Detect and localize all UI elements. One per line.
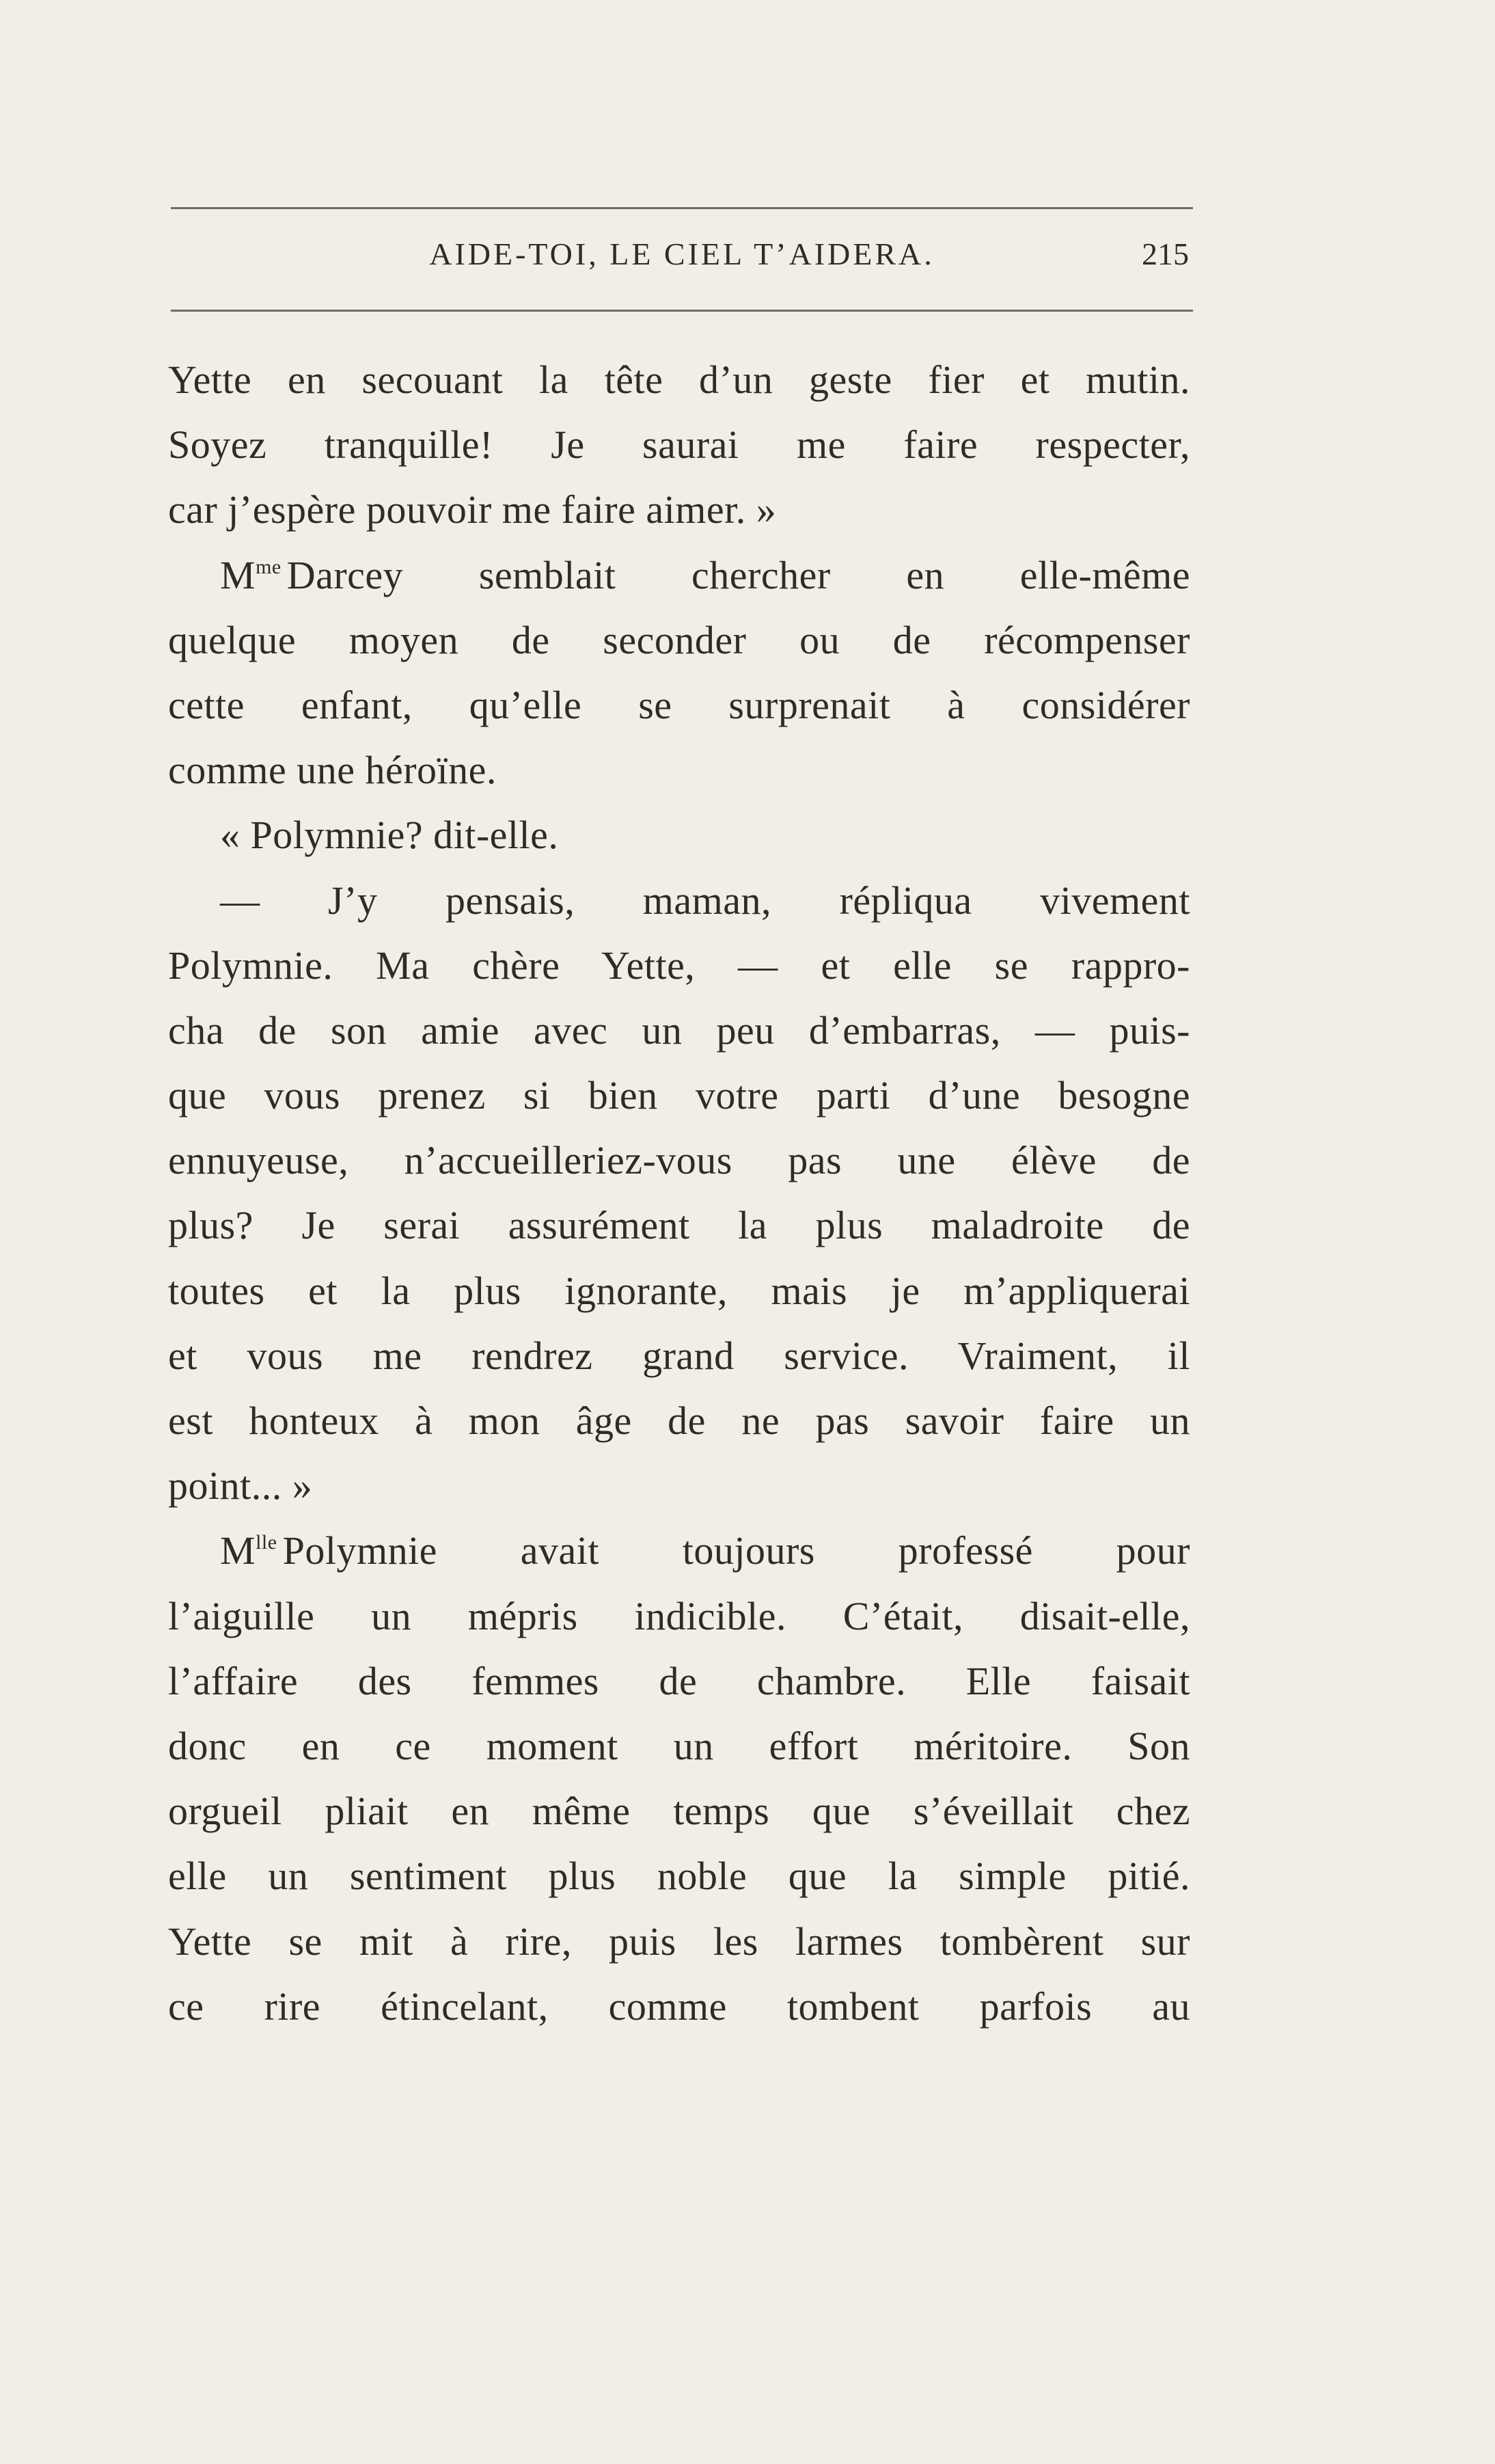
- line-text: car j’espère pouvoir me faire aimer. »: [168, 487, 777, 532]
- line-text: orgueil pliait en même temps que s’éveillait chez: [168, 1789, 1190, 1834]
- running-head: [171, 236, 1193, 284]
- text-line: [168, 543, 1190, 608]
- line-text: cette enfant, qu’elle se surprenait à considérer: [168, 682, 1190, 727]
- header-bottom-rule: [171, 310, 1193, 312]
- line-text: Darcey semblait chercher en elle-même: [286, 552, 1190, 597]
- line-text: Yette se mit à rire, puis les larmes tombèrent sur: [168, 1919, 1190, 1964]
- line-text: quelque moyen de seconder ou de récompenser: [168, 617, 1190, 662]
- abbreviation-superscript: me: [256, 555, 282, 578]
- text-line: [168, 1909, 1190, 1974]
- line-text: elle un sentiment plus noble que la simple pitié.: [168, 1854, 1190, 1899]
- line-text: ce rire étincelant, comme tombent parfois au: [168, 1984, 1190, 2029]
- line-text: et vous me rendrez grand service. Vraiment, il: [168, 1333, 1190, 1378]
- text-line: [168, 477, 1190, 542]
- page-number: 215: [1142, 236, 1189, 271]
- text-line: [168, 1843, 1190, 1908]
- text-line: [168, 1258, 1190, 1323]
- line-text: Yette en secouant la tête d’un geste fier et mutin.: [168, 357, 1190, 402]
- text-line: [168, 737, 1190, 802]
- line-text: — J’y pensais, maman, répliqua vivement: [220, 878, 1190, 923]
- abbreviation: M: [220, 1528, 256, 1573]
- running-head-title: AIDE-TOI, LE CIEL T’AIDERA.: [429, 236, 935, 271]
- line-text: plus? Je serai assurément la plus maladroite de: [168, 1203, 1190, 1248]
- line-text: l’aiguille un mépris indicible. C’était, disait-elle,: [168, 1593, 1190, 1638]
- text-line: [168, 868, 1190, 933]
- text-line: [168, 1193, 1190, 1258]
- text-line: [168, 1453, 1190, 1518]
- line-text: l’affaire des femmes de chambre. Elle faisait: [168, 1658, 1190, 1703]
- text-line: [168, 412, 1190, 477]
- abbreviation-superscript: lle: [256, 1531, 277, 1554]
- text-line: [168, 1649, 1190, 1714]
- text-line: [168, 673, 1190, 737]
- line-text: « Polymnie? dit-elle.: [220, 813, 559, 858]
- line-text: que vous prenez si bien votre parti d’une besogne: [168, 1073, 1190, 1118]
- line-text: Polymnie avait toujours professé pour: [282, 1528, 1190, 1573]
- text-line: [168, 1388, 1190, 1453]
- text-line: [168, 608, 1190, 673]
- line-text: point... »: [168, 1463, 313, 1508]
- text-line: [168, 1584, 1190, 1649]
- line-text: toutes et la plus ignorante, mais je m’appliquerai: [168, 1268, 1190, 1313]
- line-text: cha de son amie avec un peu d’embarras, — puis-: [168, 1007, 1190, 1053]
- text-line: [168, 1063, 1190, 1128]
- text-line: [168, 998, 1190, 1063]
- text-line: [168, 933, 1190, 998]
- text-line: [168, 802, 1190, 867]
- body-text: [168, 347, 1190, 2039]
- line-text: ennuyeuse, n’accueilleriez-vous pas une élève de: [168, 1138, 1190, 1183]
- text-line: [168, 1974, 1190, 2039]
- text-line: [168, 1128, 1190, 1193]
- line-text: est honteux à mon âge de ne pas savoir faire un: [168, 1398, 1190, 1443]
- text-line: [168, 1323, 1190, 1388]
- text-line: [168, 1778, 1190, 1843]
- header-top-rule: [171, 207, 1193, 209]
- line-text: donc en ce moment un effort méritoire. Son: [168, 1723, 1190, 1768]
- text-line: [168, 1518, 1190, 1583]
- text-line: [168, 1714, 1190, 1778]
- line-text: comme une héroïne.: [168, 748, 497, 793]
- line-text: Soyez tranquille! Je saurai me faire respecter,: [168, 422, 1190, 468]
- abbreviation: M: [220, 552, 256, 597]
- line-text: Polymnie. Ma chère Yette, — et elle se rappro-: [168, 943, 1190, 988]
- text-line: [168, 347, 1190, 412]
